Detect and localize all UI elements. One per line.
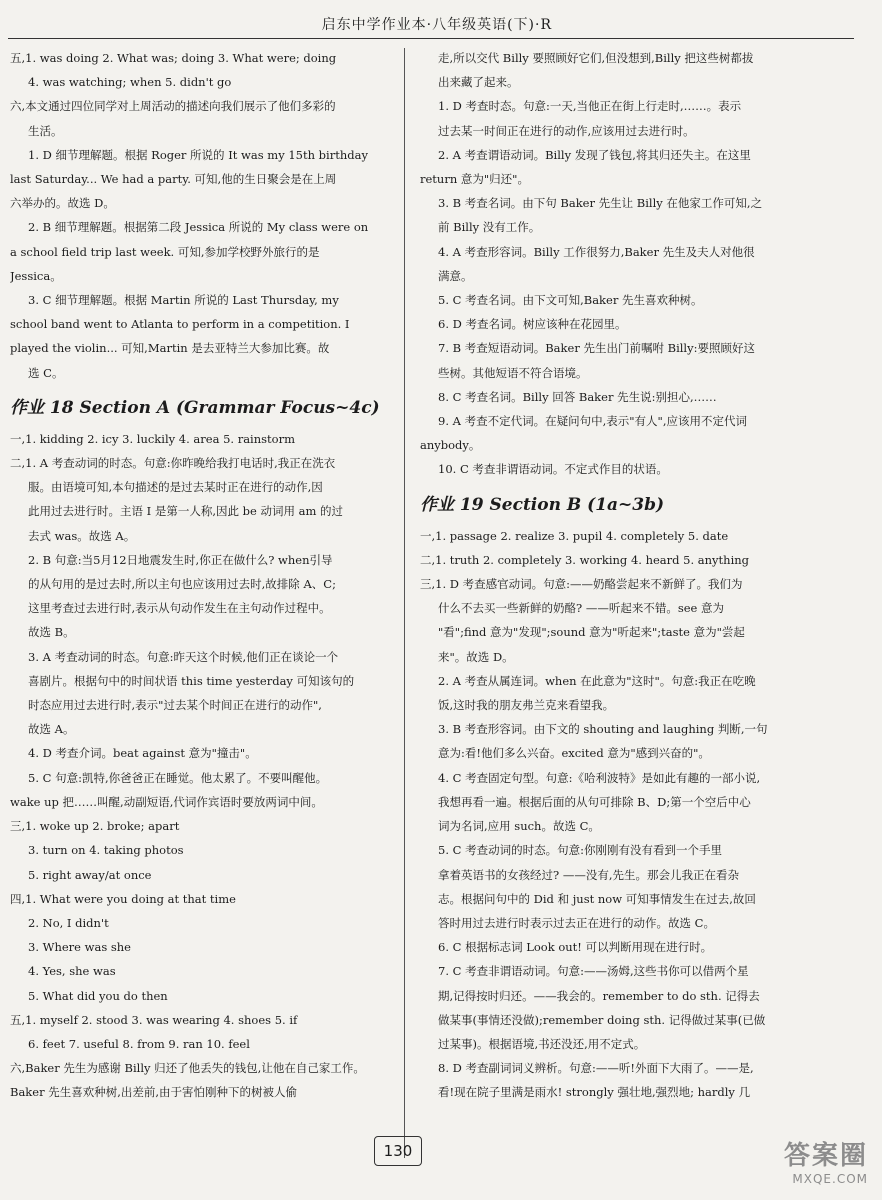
answer-line: 4. A 考查形容词。Billy 工作很努力,Baker 先生及夫人对他很 (438, 244, 755, 259)
answer-line: 来"。故选 D。 (438, 649, 514, 664)
answer-line: 时态应用过去进行时,表示"过去某个时间正在进行的动作", (28, 698, 322, 713)
answer-line: 三,1. woke up 2. broke; apart (10, 819, 180, 834)
answer-line: 5. What did you do then (28, 988, 168, 1003)
answer-line: 走,所以交代 Billy 要照顾好它们,但没想到,Billy 把这些树都拔 (438, 51, 754, 65)
answer-line: Baker 先生喜欢种树,出差前,由于害怕刚种下的树被人偷 (10, 1085, 298, 1100)
answer-line: wake up 把……叫醒,动副短语,代词作宾语时要放两词中间。 (10, 794, 323, 809)
answer-line: 4. C 考查固定句型。句意:《哈利波特》是如此有趣的一部小说, (438, 770, 761, 785)
header-title: 启东中学作业本·八年级英语(下)·R (321, 17, 552, 33)
answer-line: anybody。 (420, 438, 481, 453)
answer-line: 5. C 考查名词。由下文可知,Baker 先生喜欢种树。 (438, 293, 703, 308)
answer-line: 喜剧片。根据句中的时间状语 this time yesterday 可知该句的 (28, 673, 355, 688)
header-rule (8, 38, 854, 39)
answer-line: 期,记得按时归还。——我会的。remember to do sth. 记得去 (438, 988, 760, 1003)
left-answer-block-1 (10, 46, 392, 385)
answer-line: 拿着英语书的女孩经过? ——没有,先生。那会儿我正在看杂 (438, 867, 739, 882)
right-answer-block-1 (420, 46, 805, 482)
answer-line: 一,1. kidding 2. icy 3. luckily 4. area 5. rainstorm (10, 431, 295, 446)
answer-line: 我想再看一遍。根据后面的从句可排除 B、D;第一个空后中心 (438, 794, 751, 809)
answer-line: 3. A 考查动词的时态。句意:昨天这个时候,他们正在谈论一个 (28, 649, 339, 664)
answer-line: 选 C。 (28, 365, 64, 380)
answer-line: 六,Baker 先生为感谢 Billy 归还了他丢失的钱包,让他在自己家工作。 (10, 1061, 365, 1076)
answer-line: 7. C 考查非谓语动词。句意:——汤姆,这些书你可以借两个星 (438, 964, 749, 979)
answer-line: 过去某一时间正在进行的动作,应该用过去进行时。 (438, 123, 695, 138)
answer-line: a school field trip last week. 可知,参加学校野外旅行的是 (10, 244, 320, 259)
answer-line: 过某事)。根据语境,书还没还,用不定式。 (438, 1036, 646, 1051)
answer-line: 2. A 考查从属连词。when 在此意为"这时"。句意:我正在吃晚 (438, 673, 756, 688)
answer-line: 志。根据问句中的 Did 和 just now 可知事情发生在过去,故回 (438, 891, 756, 906)
column-divider (404, 48, 405, 1158)
answer-line: Jessica。 (10, 268, 62, 283)
answer-line: 6. D 考查名词。树应该种在花园里。 (438, 317, 627, 332)
answer-line: 1. D 考查时态。句意:一天,当他正在街上行走时,……。表示 (438, 99, 742, 114)
answer-line: 1. D 细节理解题。根据 Roger 所说的 It was my 15th birthday (28, 147, 368, 162)
answer-line: played the violin... 可知,Martin 是去亚特兰大参加比赛。故 (10, 341, 330, 356)
answer-line: 这里考查过去进行时,表示从句动作发生在主句动作过程中。 (28, 601, 331, 616)
right-column (420, 46, 805, 1105)
answer-line: 出来藏了起来。 (438, 75, 519, 90)
left-answer-block-2 (10, 427, 392, 1105)
answer-line: 去式 was。故选 A。 (28, 528, 136, 543)
answer-line: 5. C 句意:凯特,你爸爸正在睡觉。他太累了。不要叫醒他。 (28, 770, 328, 785)
answer-line: 做某事(事情还没做);remember doing sth. 记得做过某事(已做 (438, 1012, 766, 1027)
answer-line: 故选 B。 (28, 625, 75, 640)
answer-line: 答时用过去进行时表示过去正在进行的动作。故选 C。 (438, 915, 715, 930)
answer-line: 3. Where was she (28, 940, 131, 955)
answer-line: 饭,这时我的朋友弗兰克来看望我。 (438, 698, 615, 713)
answer-line: last Saturday... We had a party. 可知,他的生日聚会是在上周 (10, 172, 337, 187)
answer-line: 前 Billy 没有工作。 (438, 220, 541, 235)
answer-line: 的从句用的是过去时,所以主句也应该用过去时,故排除 A、C; (28, 577, 336, 592)
answer-line: 二,1. truth 2. completely 3. working 4. heard 5. anything (420, 552, 750, 567)
left-column (10, 46, 392, 1105)
answer-line: 10. C 考查非谓语动词。不定式作目的状语。 (438, 462, 668, 477)
answer-line: school band went to Atlanta to perform in a competition. I (10, 317, 350, 332)
answer-line: 三,1. D 考查感官动词。句意:——奶酪尝起来不新鲜了。我们为 (420, 577, 743, 592)
answer-line: 此用过去进行时。主语 I 是第一人称,因此 be 动词用 am 的过 (28, 504, 344, 519)
answer-line: 六举办的。故选 D。 (10, 196, 115, 211)
answer-line: "看";find 意为"发现";sound 意为"听起来";taste 意为"尝起 (438, 625, 745, 640)
answer-line: 2. No, I didn't (28, 915, 109, 930)
answer-line: 些树。其他短语不符合语境。 (438, 365, 588, 380)
answer-line: 2. A 考查谓语动词。Billy 发现了钱包,将其归还失主。在这里 (438, 147, 751, 162)
answer-line: 一,1. passage 2. realize 3. pupil 4. completely 5. date (420, 528, 729, 543)
answer-line: 五,1. myself 2. stood 3. was wearing 4. shoes 5. if (10, 1012, 298, 1027)
answer-line: 故选 A。 (28, 722, 75, 737)
answer-line: 3. C 细节理解题。根据 Martin 所说的 Last Thursday, my (28, 293, 339, 308)
answer-line: 8. C 考查名词。Billy 回答 Baker 先生说:别担心,…… (438, 389, 717, 404)
answer-line: 四,1. What were you doing at that time (10, 891, 236, 906)
answer-line: 4. Yes, she was (28, 964, 116, 979)
answer-line: 五,1. was doing 2. What was; doing 3. What were; doing (10, 51, 337, 65)
answer-line: 7. B 考查短语动词。Baker 先生出门前嘱咐 Billy:要照顾好这 (438, 341, 755, 356)
answer-line: 六,本文通过四位同学对上周活动的描述向我们展示了他们多彩的 (10, 99, 336, 114)
page-number: 130 (374, 1136, 422, 1166)
answer-line: return 意为"归还"。 (420, 172, 529, 187)
watermark-logo (784, 1135, 868, 1186)
answer-line: 4. was watching; when 5. didn't go (28, 75, 232, 90)
right-answer-block-2 (420, 524, 805, 1105)
answer-line: 6. C 根据标志词 Look out! 可以判断用现在进行时。 (438, 940, 713, 955)
watermark-url: MXQE.COM (792, 1172, 868, 1186)
answer-line: 3. turn on 4. taking photos (28, 843, 184, 858)
section-heading-18: 作业 18 Section A (Grammar Focus~4c) (10, 397, 380, 418)
answer-line: 9. A 考查不定代词。在疑问句中,表示"有人",应该用不定代词 (438, 414, 747, 429)
answer-line: 服。由语境可知,本句描述的是过去某时正在进行的动作,因 (28, 480, 323, 495)
answer-line: 5. right away/at once (28, 867, 152, 882)
watermark-mark: 答案圈 (783, 1141, 868, 1171)
answer-line: 词为名词,应用 such。故选 C。 (438, 819, 600, 834)
page-header (0, 0, 882, 42)
answer-line: 生活。 (28, 123, 63, 138)
answer-line: 5. C 考查动词的时态。句意:你刚刚有没有看到一个手里 (438, 843, 722, 858)
answer-line: 二,1. A 考查动词的时态。句意:你昨晚给我打电话时,我正在洗衣 (10, 456, 336, 471)
answer-line: 2. B 细节理解题。根据第二段 Jessica 所说的 My class were on (28, 220, 369, 235)
section-heading-19: 作业 19 Section B (1a~3b) (420, 494, 665, 515)
answer-line: 3. B 考查形容词。由下文的 shouting and laughing 判断,一句 (438, 722, 768, 737)
answer-line: 满意。 (438, 268, 473, 283)
answer-line: 8. D 考查副词词义辨析。句意:——听!外面下大雨了。——是, (438, 1061, 754, 1076)
answer-line: 6. feet 7. useful 8. from 9. ran 10. feel (28, 1036, 250, 1051)
answer-line: 2. B 句意:当5月12日地震发生时,你正在做什么? when引导 (28, 552, 333, 567)
answer-line: 看!现在院子里满是雨水! strongly 强壮地,强烈地; hardly 几 (438, 1085, 751, 1100)
answer-line: 4. D 考查介词。beat against 意为"撞击"。 (28, 746, 257, 761)
answer-line: 意为:看!他们多么兴奋。excited 意为"感到兴奋的"。 (438, 746, 710, 761)
answer-line: 3. B 考查名词。由下句 Baker 先生让 Billy 在他家工作可知,之 (438, 196, 763, 211)
answer-line: 什么不去买一些新鲜的奶酪? ——听起来不错。see 意为 (438, 601, 724, 616)
